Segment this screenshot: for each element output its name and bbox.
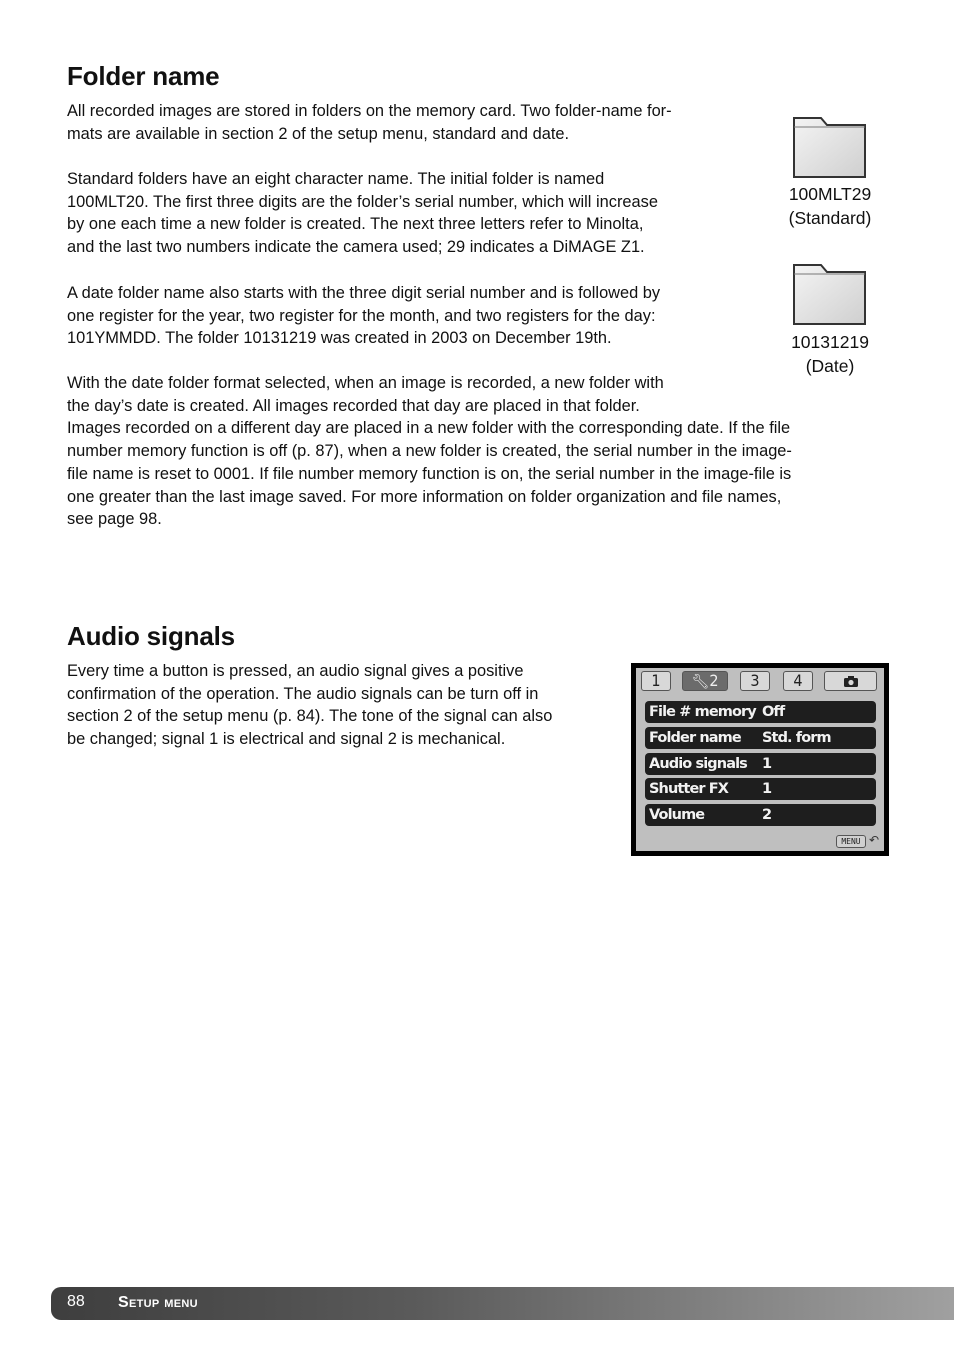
tab-4[interactable]: 4 — [783, 671, 813, 691]
folder-icon — [791, 261, 869, 327]
folder-standard-name: 100MLT29 — [788, 184, 872, 204]
audio-signals-heading: Audio signals — [67, 621, 235, 651]
menu-rows — [645, 701, 876, 830]
audio-paragraph: Every time a button is pressed, an audio signal gives a positive confirmation of the operation. The audio signals can be turn off in section 2 of the setup menu (p. 84). The tone of the signal can also be changed; signal 1 is electrical and signal 2 is mechanical. — [67, 662, 553, 749]
folder-caption-standard — [760, 182, 900, 230]
menu-row-folder-name[interactable]: Folder name Std. form — [645, 727, 876, 749]
section-name: Setup menu — [118, 1294, 198, 1311]
tab-3[interactable]: 3 — [740, 671, 770, 691]
menu-tabs — [636, 668, 884, 698]
page-footer — [51, 1287, 954, 1320]
return-arrow-icon: ↶ — [869, 833, 880, 847]
tab-2[interactable]: 🔧︎2 — [682, 671, 728, 691]
folder-paragraph-4: With the date folder format selected, when an image is recorded, a new folder with the day’s date is created. All images recorded that day are placed in that folder. Images recorded on a different day are placed in a new folder with the corresponding date. If the file number memory function is off (p. 87), when a new folder is created, the serial number in the image- file name is reset to 0001. If file number memory function is on, the serial number in the image-file is one greater than the last image saved. For more information on folder organization and file names, see page 98. — [67, 374, 792, 529]
menu-row-audio-signals[interactable]: Audio signals 1 — [645, 753, 876, 775]
folder-date-type: (Date) — [805, 356, 855, 376]
tab-camera[interactable] — [824, 671, 877, 691]
menu-button[interactable]: MENU — [836, 835, 866, 848]
menu-row-file-memory[interactable]: File # memory Off — [645, 701, 876, 723]
folder-caption-date — [760, 330, 900, 378]
folder-standard-type: (Standard) — [788, 208, 872, 228]
folder-paragraph-2: Standard folders have an eight character name. The initial folder is named 100MLT20. The first three digits are the folder’s serial number, which will increase by one each time a new folder is created. The next three letters refer to Minolta, and the last two numbers indicate the camera used; 29 indicates a DiMAGE Z1. — [67, 170, 658, 257]
folder-icon — [791, 114, 869, 180]
page-number: 88 — [67, 1293, 85, 1310]
folder-date-name: 10131219 — [791, 332, 869, 352]
camera-setup-menu — [631, 663, 889, 856]
wrench-icon: 🔧︎ — [691, 674, 710, 690]
menu-row-volume[interactable]: Volume 2 — [645, 804, 876, 826]
camera-icon — [843, 675, 859, 688]
folder-name-heading: Folder name — [67, 61, 220, 91]
tab-1[interactable]: 1 — [641, 671, 671, 691]
menu-row-shutter-fx[interactable]: Shutter FX 1 — [645, 778, 876, 800]
folder-paragraph-3: A date folder name also starts with the three digit serial number and is followed by one register for the year, two register for the month, and two registers for the day: 101YMMDD. The folder 10131219 was created in 2003 on December 19th. — [67, 284, 661, 348]
folder-paragraph-1: All recorded images are stored in folders on the memory card. Two folder-name for- mats are available in section 2 of the setup menu, standard and date. — [67, 102, 672, 143]
